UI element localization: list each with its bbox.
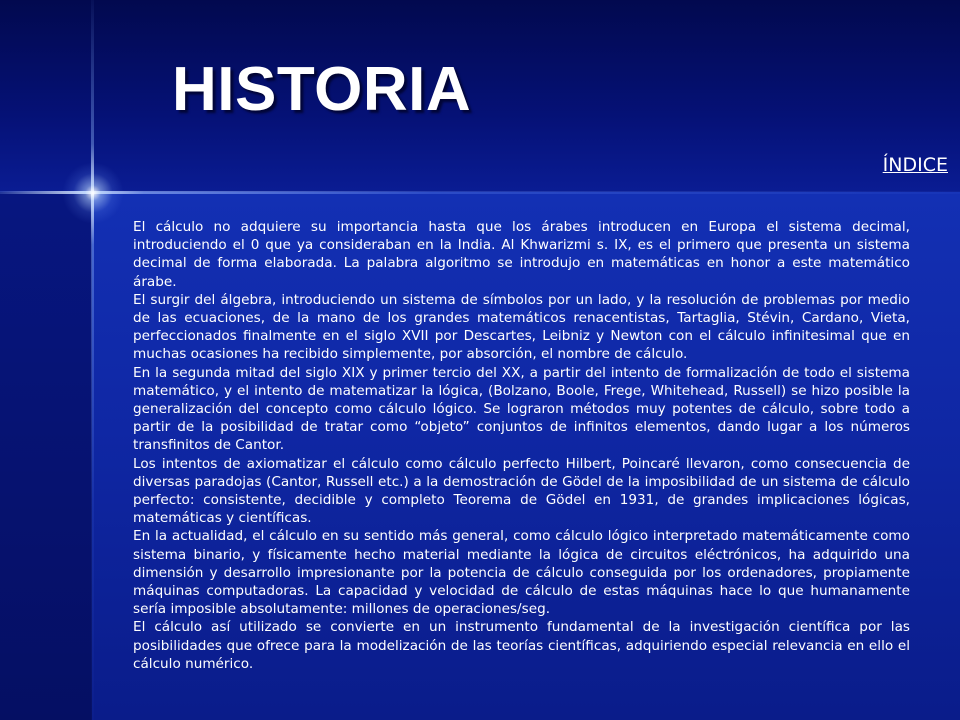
slide-body-text: [133, 218, 910, 673]
paragraph-algebra: El surgir del álgebra, introduciendo un sistema de símbolos por un lado, y la resolución de problemas por medio de las ecuaciones, de la mano de los grandes matemáticos renacentistas, Tartaglia, Stévin, Cardano, Vieta, perfeccionados finalmente en el siglo XVII por Descartes, Leibniz y Newton con el cálculo infinitesimal que en muchas ocasiones ha recibido simplemente, por absorción, el nombre de cálculo.: [133, 291, 910, 363]
slide-header-background: [0, 0, 960, 192]
index-link[interactable]: ÍNDICE: [882, 154, 948, 176]
paragraph-logic-formalization: En la segunda mitad del siglo XIX y primer tercio del XX, a partir del intento de formalización de todo el sistema matemático, y el intento de matematizar la lógica, (Bolzano, Boole, Frege, Whitehead, Russell) se hizo posible la generalización del concepto como cálculo lógico. Se lograron métodos muy potentes de cálculo, sobre todo a partir de la posibilidad de tratar como “objeto” conjuntos de infinitos elementos, dando lugar a los números transfinitos de Cantor.: [133, 364, 910, 454]
paragraph-axiomatization-godel: Los intentos de axiomatizar el cálculo como cálculo perfecto Hilbert, Poincaré llevaron, como consecuencia de diversas paradojas (Cantor, Russell etc.) a la demostración de Gödel de la imposibilidad de un sistema de cálculo perfecto: consistente, decidible y completo Teorema de Gödel en 1931, de grandes implicaciones lógicas, matemáticas y científicas.: [133, 455, 910, 527]
lens-flare-horizontal-ray: [0, 191, 960, 194]
lens-flare-star-icon: [62, 162, 124, 224]
lens-flare-vertical-ray: [91, 0, 94, 720]
slide-title: HISTORIA: [172, 55, 472, 124]
slide-left-margin-background: [0, 192, 92, 720]
paragraph-scientific-research: El cálculo así utilizado se convierte en un instrumento fundamental de la investigación científica por las posibilidades que ofrece para la modelización de las teorías científicas, adquiriendo especial relevancia en ello el cálculo numérico.: [133, 619, 910, 672]
paragraph-computers: En la actualidad, el cálculo en su sentido más general, como cálculo lógico interpretado matemáticamente como sistema binario, y físicamente hecho material mediante la lógica de circuitos eléctrónicos, ha adquirido una dimensión y desarrollo impresionante por la potencia de cálculo conseguida por los ordenadores, propiamente máquinas computadoras. La capacidad y velocidad de cálculo de estas máquinas hace lo que humanamente sería imposible absolutamente: millones de operaciones/seg.: [133, 528, 910, 618]
paragraph-arab-decimal-system: El cálculo no adquiere su importancia hasta que los árabes introducen en Europa el sistema decimal, introduciendo el 0 que ya consideraban en la India. Al Khwarizmi s. IX, es el primero que presenta un sistema decimal de forma elaborada. La palabra algoritmo se introdujo en matemáticas en honor a este matemático árabe.: [133, 219, 910, 290]
